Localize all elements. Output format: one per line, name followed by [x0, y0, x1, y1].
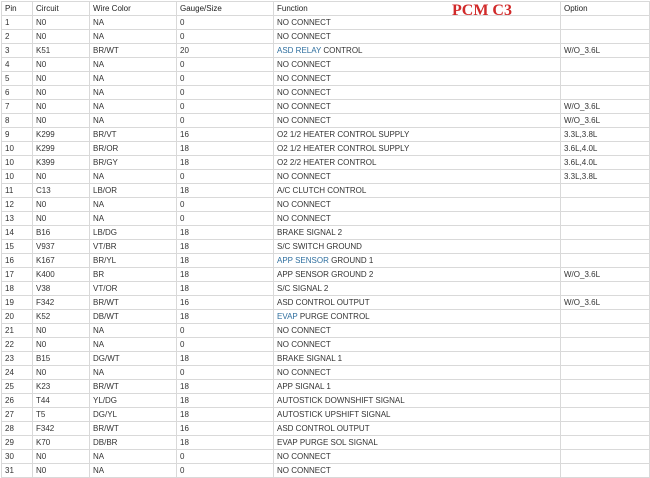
cell-gauge-size: 0	[177, 100, 274, 114]
function-text: NO CONNECT	[277, 340, 331, 349]
cell-option	[561, 72, 650, 86]
cell-pin: 24	[2, 366, 33, 380]
cell-circuit: K23	[33, 380, 90, 394]
function-text: S/C SWITCH GROUND	[277, 242, 362, 251]
cell-option: W/O_3.6L	[561, 268, 650, 282]
cell-function	[274, 16, 561, 30]
cell-function	[274, 30, 561, 44]
table-row	[2, 156, 650, 170]
function-text: O2 2/2 HEATER CONTROL	[277, 158, 377, 167]
cell-function	[274, 142, 561, 156]
function-text: NO CONNECT	[277, 200, 331, 209]
cell-gauge-size: 0	[177, 58, 274, 72]
cell-gauge-size: 16	[177, 128, 274, 142]
function-text: NO CONNECT	[277, 102, 331, 111]
table-body	[2, 16, 650, 478]
function-text: NO CONNECT	[277, 74, 331, 83]
function-link[interactable]: EVAP	[277, 312, 298, 321]
cell-gauge-size: 0	[177, 16, 274, 30]
table-row	[2, 464, 650, 478]
cell-wire-color: BR/VT	[90, 128, 177, 142]
cell-pin: 30	[2, 450, 33, 464]
cell-gauge-size: 20	[177, 44, 274, 58]
cell-circuit: N0	[33, 30, 90, 44]
cell-circuit: N0	[33, 16, 90, 30]
cell-gauge-size: 18	[177, 254, 274, 268]
cell-wire-color: BR/WT	[90, 296, 177, 310]
cell-wire-color: VT/BR	[90, 240, 177, 254]
cell-function	[274, 254, 561, 268]
cell-wire-color: NA	[90, 324, 177, 338]
cell-wire-color: NA	[90, 100, 177, 114]
connector-title: PCM C3	[452, 2, 512, 19]
cell-wire-color: NA	[90, 212, 177, 226]
cell-option: 3.3L,3.8L	[561, 170, 650, 184]
cell-wire-color: VT/OR	[90, 282, 177, 296]
function-text: NO CONNECT	[277, 172, 331, 181]
cell-gauge-size: 18	[177, 436, 274, 450]
cell-wire-color: NA	[90, 366, 177, 380]
function-link[interactable]: APP SENSOR	[277, 256, 329, 265]
cell-option	[561, 338, 650, 352]
cell-option	[561, 436, 650, 450]
cell-function	[274, 422, 561, 436]
cell-function	[274, 184, 561, 198]
function-text: O2 1/2 HEATER CONTROL SUPPLY	[277, 130, 410, 139]
table-row	[2, 408, 650, 422]
cell-function	[274, 450, 561, 464]
table-row	[2, 142, 650, 156]
cell-function	[274, 86, 561, 100]
table-row	[2, 72, 650, 86]
function-text: NO CONNECT	[277, 60, 331, 69]
cell-gauge-size: 18	[177, 408, 274, 422]
cell-pin: 19	[2, 296, 33, 310]
cell-wire-color: NA	[90, 170, 177, 184]
cell-option	[561, 184, 650, 198]
cell-gauge-size: 0	[177, 324, 274, 338]
cell-circuit: K51	[33, 44, 90, 58]
cell-wire-color: BR/GY	[90, 156, 177, 170]
column-header-gauge-size: Gauge/Size	[177, 2, 274, 16]
cell-function	[274, 324, 561, 338]
cell-option	[561, 240, 650, 254]
cell-function	[274, 100, 561, 114]
table-row	[2, 352, 650, 366]
column-header-wire-color: Wire Color	[90, 2, 177, 16]
cell-function	[274, 310, 561, 324]
cell-circuit: N0	[33, 170, 90, 184]
table-row	[2, 338, 650, 352]
cell-function	[274, 198, 561, 212]
function-text: NO CONNECT	[277, 466, 331, 475]
cell-option	[561, 282, 650, 296]
function-text: NO CONNECT	[277, 88, 331, 97]
cell-function	[274, 366, 561, 380]
cell-option	[561, 16, 650, 30]
cell-gauge-size: 0	[177, 114, 274, 128]
table-row	[2, 58, 650, 72]
cell-circuit: N0	[33, 338, 90, 352]
cell-pin: 16	[2, 254, 33, 268]
cell-pin: 2	[2, 30, 33, 44]
cell-option: W/O_3.6L	[561, 296, 650, 310]
table-row	[2, 380, 650, 394]
table-row	[2, 184, 650, 198]
cell-wire-color: DG/YL	[90, 408, 177, 422]
cell-gauge-size: 18	[177, 268, 274, 282]
cell-circuit: N0	[33, 100, 90, 114]
cell-pin: 6	[2, 86, 33, 100]
cell-option: 3.6L,4.0L	[561, 142, 650, 156]
cell-wire-color: NA	[90, 114, 177, 128]
function-text: ASD CONTROL OUTPUT	[277, 424, 370, 433]
cell-pin: 13	[2, 212, 33, 226]
cell-function	[274, 128, 561, 142]
cell-option	[561, 58, 650, 72]
cell-circuit: C13	[33, 184, 90, 198]
column-header-circuit: Circuit	[33, 2, 90, 16]
function-text: NO CONNECT	[277, 326, 331, 335]
cell-gauge-size: 18	[177, 240, 274, 254]
cell-function	[274, 408, 561, 422]
cell-circuit: N0	[33, 464, 90, 478]
table-row	[2, 128, 650, 142]
cell-gauge-size: 0	[177, 72, 274, 86]
cell-pin: 31	[2, 464, 33, 478]
cell-pin: 26	[2, 394, 33, 408]
cell-pin: 7	[2, 100, 33, 114]
cell-gauge-size: 18	[177, 226, 274, 240]
cell-pin: 10	[2, 142, 33, 156]
table-row	[2, 366, 650, 380]
cell-pin: 4	[2, 58, 33, 72]
cell-wire-color: NA	[90, 58, 177, 72]
cell-function	[274, 212, 561, 226]
cell-option	[561, 366, 650, 380]
cell-circuit: N0	[33, 58, 90, 72]
table-row	[2, 282, 650, 296]
cell-pin: 22	[2, 338, 33, 352]
cell-gauge-size: 18	[177, 394, 274, 408]
table-row	[2, 44, 650, 58]
cell-wire-color: NA	[90, 86, 177, 100]
cell-function	[274, 240, 561, 254]
function-link[interactable]: ASD RELAY	[277, 46, 322, 55]
cell-option: W/O_3.6L	[561, 114, 650, 128]
cell-pin: 18	[2, 282, 33, 296]
cell-pin: 8	[2, 114, 33, 128]
cell-circuit: N0	[33, 86, 90, 100]
cell-pin: 1	[2, 16, 33, 30]
cell-circuit: K52	[33, 310, 90, 324]
cell-circuit: K299	[33, 128, 90, 142]
cell-wire-color: NA	[90, 198, 177, 212]
cell-pin: 5	[2, 72, 33, 86]
cell-wire-color: BR/YL	[90, 254, 177, 268]
function-text: AUTOSTICK UPSHIFT SIGNAL	[277, 410, 391, 419]
pinout-table	[1, 1, 650, 478]
cell-gauge-size: 0	[177, 170, 274, 184]
table-row	[2, 254, 650, 268]
cell-circuit: N0	[33, 72, 90, 86]
cell-option	[561, 226, 650, 240]
cell-function	[274, 282, 561, 296]
function-text: O2 1/2 HEATER CONTROL SUPPLY	[277, 144, 410, 153]
column-header-function: Function	[274, 2, 561, 16]
function-text: A/C CLUTCH CONTROL	[277, 186, 367, 195]
cell-gauge-size: 18	[177, 352, 274, 366]
cell-pin: 20	[2, 310, 33, 324]
cell-circuit: K299	[33, 142, 90, 156]
cell-wire-color: NA	[90, 450, 177, 464]
table-row	[2, 394, 650, 408]
table-header-row	[2, 2, 650, 16]
cell-option	[561, 394, 650, 408]
cell-function	[274, 72, 561, 86]
function-text: NO CONNECT	[277, 368, 331, 377]
cell-circuit: B16	[33, 226, 90, 240]
cell-function	[274, 436, 561, 450]
cell-pin: 14	[2, 226, 33, 240]
cell-circuit: F342	[33, 422, 90, 436]
cell-function	[274, 464, 561, 478]
cell-function	[274, 226, 561, 240]
function-text: PURGE CONTROL	[297, 312, 370, 321]
cell-function	[274, 44, 561, 58]
cell-option	[561, 30, 650, 44]
cell-wire-color: LB/OR	[90, 184, 177, 198]
table-row	[2, 114, 650, 128]
table-row	[2, 212, 650, 226]
cell-wire-color: NA	[90, 338, 177, 352]
cell-circuit: B15	[33, 352, 90, 366]
cell-circuit: N0	[33, 450, 90, 464]
cell-circuit: T44	[33, 394, 90, 408]
table-row	[2, 226, 650, 240]
cell-wire-color: BR/WT	[90, 380, 177, 394]
cell-circuit: V937	[33, 240, 90, 254]
function-text: CONTROL	[321, 46, 363, 55]
cell-circuit: V38	[33, 282, 90, 296]
table-row	[2, 422, 650, 436]
cell-wire-color: NA	[90, 464, 177, 478]
table-row	[2, 324, 650, 338]
cell-pin: 25	[2, 380, 33, 394]
cell-option	[561, 254, 650, 268]
cell-function	[274, 338, 561, 352]
cell-pin: 10	[2, 170, 33, 184]
cell-pin: 28	[2, 422, 33, 436]
cell-gauge-size: 0	[177, 464, 274, 478]
cell-gauge-size: 18	[177, 184, 274, 198]
cell-option: 3.3L,3.8L	[561, 128, 650, 142]
cell-function	[274, 58, 561, 72]
table-row	[2, 86, 650, 100]
cell-wire-color: NA	[90, 30, 177, 44]
table-row	[2, 296, 650, 310]
cell-gauge-size: 18	[177, 282, 274, 296]
function-text: NO CONNECT	[277, 32, 331, 41]
cell-wire-color: DG/WT	[90, 352, 177, 366]
cell-pin: 29	[2, 436, 33, 450]
function-text: EVAP PURGE SOL SIGNAL	[277, 438, 378, 447]
table-row	[2, 30, 650, 44]
cell-option	[561, 212, 650, 226]
cell-function	[274, 170, 561, 184]
function-text: NO CONNECT	[277, 452, 331, 461]
cell-function	[274, 156, 561, 170]
cell-option	[561, 86, 650, 100]
cell-option	[561, 324, 650, 338]
function-text: APP SENSOR GROUND 2	[277, 270, 374, 279]
cell-circuit: F342	[33, 296, 90, 310]
function-text: GROUND 1	[328, 256, 374, 265]
cell-circuit: K167	[33, 254, 90, 268]
cell-option	[561, 422, 650, 436]
cell-wire-color: DB/WT	[90, 310, 177, 324]
table-row	[2, 198, 650, 212]
cell-function	[274, 352, 561, 366]
table-row	[2, 268, 650, 282]
table-row	[2, 450, 650, 464]
cell-circuit: N0	[33, 212, 90, 226]
cell-option	[561, 464, 650, 478]
cell-circuit: T5	[33, 408, 90, 422]
cell-function	[274, 296, 561, 310]
column-header-option: Option	[561, 2, 650, 16]
cell-function	[274, 394, 561, 408]
cell-gauge-size: 16	[177, 296, 274, 310]
cell-wire-color: BR	[90, 268, 177, 282]
cell-circuit: K399	[33, 156, 90, 170]
cell-circuit: N0	[33, 114, 90, 128]
cell-pin: 27	[2, 408, 33, 422]
function-text: NO CONNECT	[277, 116, 331, 125]
cell-option	[561, 450, 650, 464]
cell-option: 3.6L,4.0L	[561, 156, 650, 170]
cell-gauge-size: 18	[177, 156, 274, 170]
cell-wire-color: DB/BR	[90, 436, 177, 450]
cell-option	[561, 352, 650, 366]
table-row	[2, 436, 650, 450]
cell-pin: 12	[2, 198, 33, 212]
cell-wire-color: NA	[90, 72, 177, 86]
cell-wire-color: NA	[90, 16, 177, 30]
cell-gauge-size: 0	[177, 86, 274, 100]
cell-circuit: N0	[33, 198, 90, 212]
function-text: NO CONNECT	[277, 214, 331, 223]
table-row	[2, 170, 650, 184]
cell-wire-color: BR/OR	[90, 142, 177, 156]
cell-gauge-size: 0	[177, 198, 274, 212]
cell-gauge-size: 18	[177, 380, 274, 394]
cell-circuit: K70	[33, 436, 90, 450]
cell-pin: 17	[2, 268, 33, 282]
cell-gauge-size: 0	[177, 366, 274, 380]
cell-wire-color: YL/DG	[90, 394, 177, 408]
cell-function	[274, 268, 561, 282]
cell-circuit: N0	[33, 324, 90, 338]
cell-pin: 9	[2, 128, 33, 142]
cell-circuit: N0	[33, 366, 90, 380]
cell-wire-color: LB/DG	[90, 226, 177, 240]
cell-gauge-size: 0	[177, 30, 274, 44]
column-header-pin: Pin	[2, 2, 33, 16]
function-text: APP SIGNAL 1	[277, 382, 331, 391]
cell-function	[274, 114, 561, 128]
cell-circuit: K400	[33, 268, 90, 282]
table-row	[2, 100, 650, 114]
cell-option	[561, 198, 650, 212]
function-text: AUTOSTICK DOWNSHIFT SIGNAL	[277, 396, 405, 405]
cell-gauge-size: 0	[177, 212, 274, 226]
cell-pin: 11	[2, 184, 33, 198]
cell-pin: 21	[2, 324, 33, 338]
function-text: BRAKE SIGNAL 1	[277, 354, 343, 363]
cell-gauge-size: 18	[177, 142, 274, 156]
cell-option: W/O_3.6L	[561, 44, 650, 58]
cell-gauge-size: 0	[177, 450, 274, 464]
cell-pin: 23	[2, 352, 33, 366]
cell-function	[274, 380, 561, 394]
cell-gauge-size: 16	[177, 422, 274, 436]
cell-wire-color: BR/WT	[90, 44, 177, 58]
cell-gauge-size: 18	[177, 310, 274, 324]
cell-wire-color: BR/WT	[90, 422, 177, 436]
cell-option	[561, 408, 650, 422]
cell-gauge-size: 0	[177, 338, 274, 352]
cell-pin: 15	[2, 240, 33, 254]
cell-pin: 10	[2, 156, 33, 170]
table-row	[2, 240, 650, 254]
table-row	[2, 310, 650, 324]
function-text: S/C SIGNAL 2	[277, 284, 329, 293]
cell-option	[561, 380, 650, 394]
function-text: ASD CONTROL OUTPUT	[277, 298, 370, 307]
function-text: BRAKE SIGNAL 2	[277, 228, 343, 237]
cell-option	[561, 310, 650, 324]
cell-option: W/O_3.6L	[561, 100, 650, 114]
cell-pin: 3	[2, 44, 33, 58]
table-row	[2, 16, 650, 30]
function-text: NO CONNECT	[277, 18, 331, 27]
